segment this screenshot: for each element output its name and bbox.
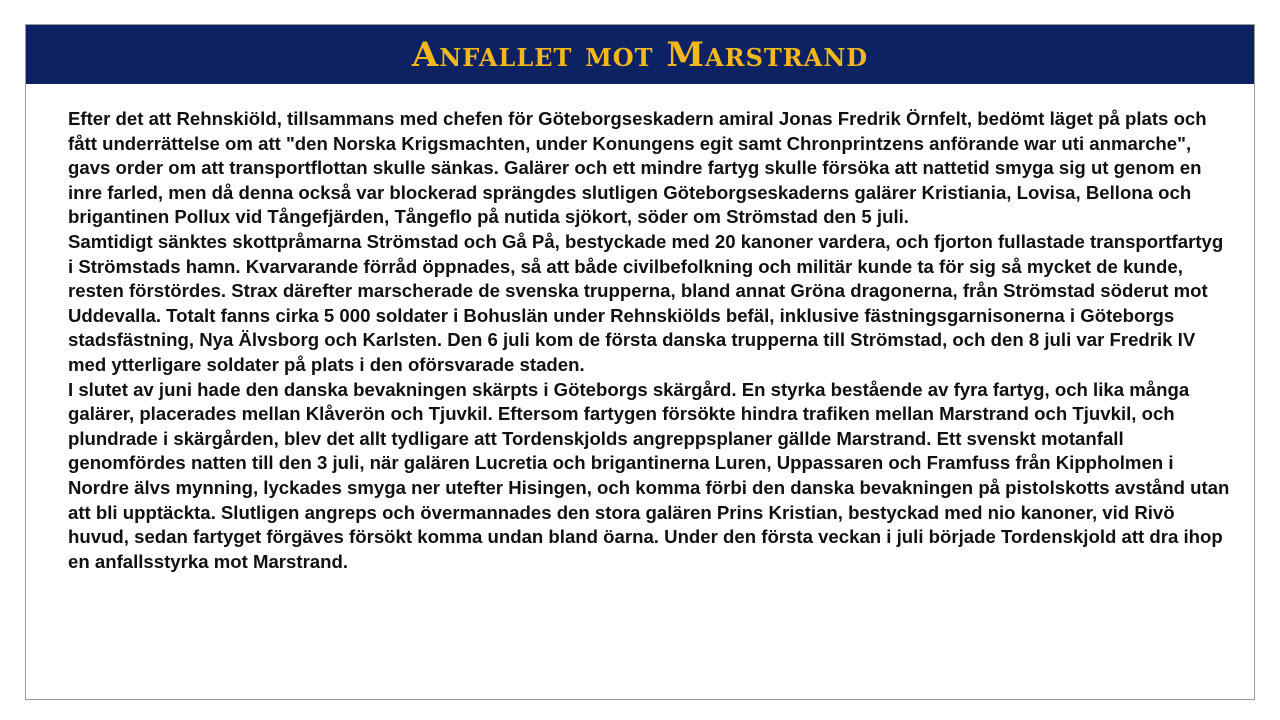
body-text — [68, 107, 1233, 574]
slide — [25, 24, 1255, 700]
title-bar — [26, 25, 1254, 84]
paragraph: Efter det att Rehnskiöld, tillsammans med chefen för Göteborgseskadern amiral Jonas Fredrik Örnfelt, bedömt läget på plats och fått underrättelse om att "den Norska Krigsmachten, under Konungens egit samt Chronprintzens anförande war uti anmarche", gavs order om att transportflottan skulle sänkas. Galärer och ett mindre fartyg skulle försöka att nattetid smyga sig ut genom en inre farled, men då denna också var blockerad sprängdes slutligen Göteborgseskaderns galärer Kristiania, Lovisa, Bellona och brigantinen Pollux vid Tångefjärden, Tångeflo på nutida sjökort, söder om Strömstad den 5 juli. — [68, 108, 1207, 228]
paragraph: Samtidigt sänktes skottpråmarna Strömstad och Gå På, bestyckade med 20 kanoner vardera, och fjorton fullastade transportfartyg i Strömstads hamn. Kvarvarande förråd öppnades, så att både civilbefolkning och militär kunde ta för sig så mycket de kunde, resten förstördes. Strax därefter marscherade de svenska trupperna, bland annat Gröna dragonerna, från Strömstad söderut mot Uddevalla. Totalt fanns cirka 5 000 soldater i Bohuslän under Rehnskiölds befäl, inklusive fästningsgarnisonerna i Göteborgs stadsfästning, Nya Älvsborg och Karlsten. Den 6 juli kom de första danska trupperna till Strömstad, och den 8 juli var Fredrik IV med ytterligare soldater på plats i den oförsvarade staden. — [68, 230, 1224, 375]
paragraph: I slutet av juni hade den danska bevakningen skärpts i Göteborgs skärgård. En styrka bestående av fyra fartyg, och lika många galärer, placerades mellan Klåverön och Tjuvkil. Eftersom fartygen försökte hindra trafiken mellan Marstrand och Tjuvkil, och plundrade i skärgården, blev det allt tydligare att Tordenskjolds angreppsplaner gällde Marstrand. Ett svenskt motanfall genomfördes natten till den 3 juli, när galären Lucretia och brigantinerna Luren, Uppassaren och Framfuss från Kippholmen i Nordre älvs mynning, lyckades smyga ner utefter Hisingen, och komma förbi den danska bevakningen på pistolskotts avstånd utan att bli upptäckta. Slutligen angreps och övermannades den stora galären Prins Kristian, bestyckad med nio kanoner, vid Rivö huvud, sedan fartyget förgäves försökt komma undan bland öarna. Under den första veckan i juli började Tordenskjold att dra ihop en anfallsstyrka mot Marstrand. — [68, 378, 1230, 572]
slide-title: Anfallet mot Marstrand — [411, 34, 869, 75]
